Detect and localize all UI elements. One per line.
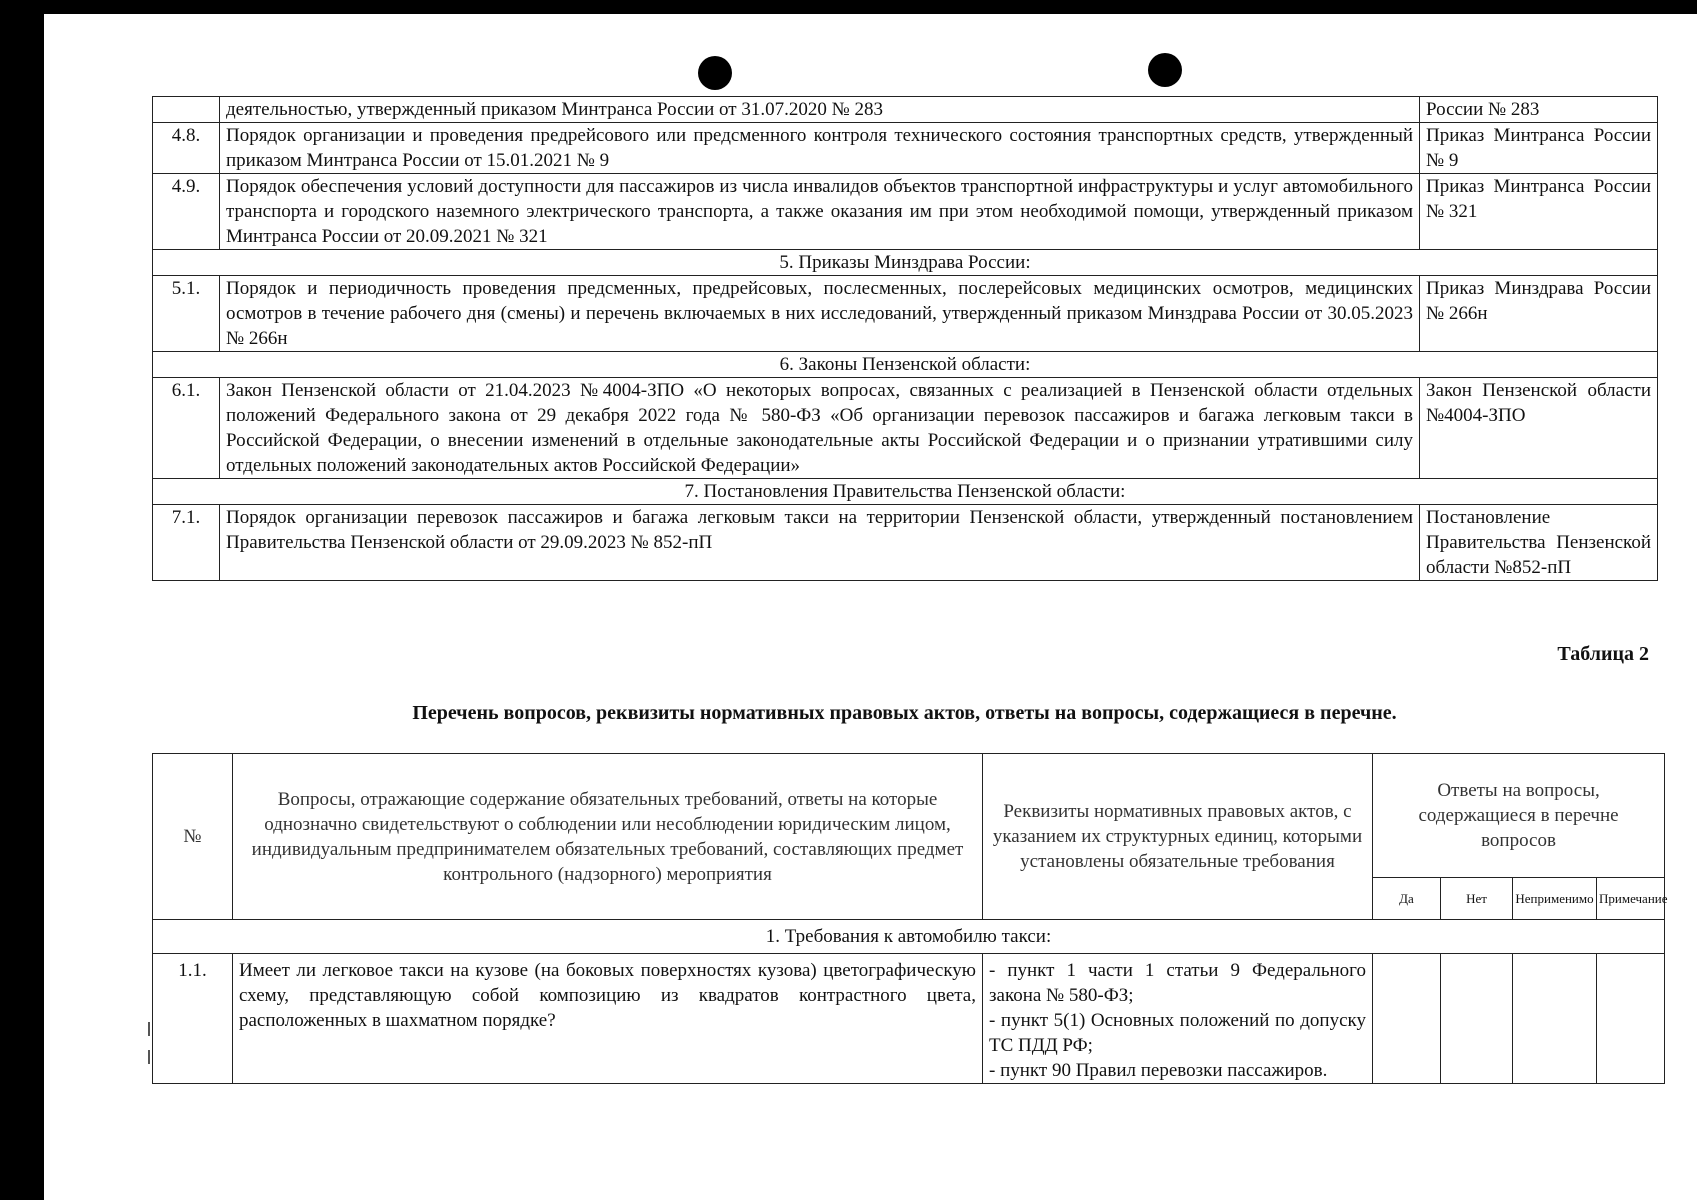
row-number bbox=[153, 97, 220, 123]
section-row bbox=[153, 250, 1658, 276]
section-heading: 7. Постановления Правительства Пензенской области: bbox=[153, 479, 1658, 505]
header-no: Нет bbox=[1441, 878, 1513, 920]
row-requisites: Приказ Минтранса России № 321 bbox=[1420, 174, 1658, 250]
table-row bbox=[153, 378, 1658, 479]
table-title: Перечень вопросов, реквизиты нормативных правовых актов, ответы на вопросы, содержащиеся в перечне. bbox=[412, 702, 1397, 724]
requisite-line: - пункт 90 Правил перевозки пассажиров. bbox=[989, 1060, 1328, 1081]
section-row bbox=[153, 352, 1658, 378]
regulations-table bbox=[152, 96, 1658, 581]
row-requisites: России № 283 bbox=[1420, 97, 1658, 123]
table-row bbox=[153, 123, 1658, 174]
requisite-line: - пункт 1 части 1 статьи 9 Федерального закона № 580-ФЗ; bbox=[989, 960, 1366, 1006]
table-row bbox=[153, 276, 1658, 352]
scan-edge-left bbox=[0, 0, 44, 1200]
answer-na-cell[interactable] bbox=[1513, 954, 1597, 1084]
header-note: Примечание bbox=[1597, 878, 1665, 920]
header-questions: Вопросы, отражающие содержание обязательных требований, ответы на которые однозначно свидетельствуют о соблюдении или несоблюдении юридическим лицом, индивидуальным предпринимателем обязательных требований, составляющих предмет контрольного (надзорного) мероприятия bbox=[233, 754, 983, 920]
row-document: Закон Пензенской области от 21.04.2023 №4004-ЗПО «О некоторых вопросах, связанных с реализацией в Пензенской области отдельных положений Федерального закона от 29 декабря 2022 года № 580-ФЗ «Об организации перевозок пассажиров и багажа легковым такси в Российской Федерации, о внесении изменений в отдельные законодательные акты Российской Федерации и о признании утратившими силу отдельных положений законодательных актов Российской Федерации» bbox=[220, 378, 1420, 479]
table-row bbox=[153, 505, 1658, 581]
row-number: 4.8. bbox=[153, 123, 220, 174]
row-number: 5.1. bbox=[153, 276, 220, 352]
row-requisites bbox=[983, 954, 1373, 1084]
row-requisites: Приказ Минтранса России № 9 bbox=[1420, 123, 1658, 174]
row-document: Порядок организации и проведения предрейсового или предсменного контроля технического состояния транспортных средств, утвержденный приказом Минтранса России от 15.01.2021 № 9 bbox=[220, 123, 1420, 174]
row-number: 1.1. bbox=[153, 954, 233, 1084]
row-number: 7.1. bbox=[153, 505, 220, 581]
punch-hole-right bbox=[1148, 53, 1182, 87]
answer-no-cell[interactable] bbox=[1441, 954, 1513, 1084]
requisite-line: - пункт 5(1) Основных положений по допуску ТС ПДД РФ; bbox=[989, 1010, 1366, 1056]
row-requisites: Закон Пензенской области №4004-ЗПО bbox=[1420, 378, 1658, 479]
margin-mark bbox=[148, 1022, 150, 1036]
row-number: 4.9. bbox=[153, 174, 220, 250]
row-document: Порядок организации перевозок пассажиров и багажа легковым такси на территории Пензенской области, утвержденный постановлением Правительства Пензенской области от 29.09.2023 № 852-пП bbox=[220, 505, 1420, 581]
section-heading: 5. Приказы Минздрава России: bbox=[153, 250, 1658, 276]
header-yes: Да bbox=[1373, 878, 1441, 920]
row-requisites: Постановление Правительства Пензенской области №852-пП bbox=[1420, 505, 1658, 581]
punch-hole-left bbox=[698, 56, 732, 90]
table-row bbox=[153, 97, 1658, 123]
table-number-label: Таблица 2 bbox=[1557, 643, 1649, 665]
answer-note-cell[interactable] bbox=[1597, 954, 1665, 1084]
section-heading: 6. Законы Пензенской области: bbox=[153, 352, 1658, 378]
header-requisites: Реквизиты нормативных правовых актов, с указанием их структурных единиц, которыми установлены обязательные требования bbox=[983, 754, 1373, 920]
section-heading: 1. Требования к автомобилю такси: bbox=[153, 920, 1665, 954]
table-row bbox=[153, 174, 1658, 250]
row-document: Порядок и периодичность проведения предсменных, предрейсовых, послесменных, послерейсовых медицинских осмотров, медицинских осмотров в течение рабочего дня (смены) и перечень включаемых в них исследований, утвержденный приказом Минздрава России от 30.05.2023 № 266н bbox=[220, 276, 1420, 352]
margin-mark bbox=[148, 1050, 150, 1064]
header-answers: Ответы на вопросы, содержащиеся в перечне вопросов bbox=[1373, 754, 1665, 878]
table-row bbox=[153, 954, 1665, 1084]
row-requisites: Приказ Минздрава России № 266н bbox=[1420, 276, 1658, 352]
row-document: Порядок обеспечения условий доступности для пассажиров из числа инвалидов объектов транспортной инфраструктуры и услуг автомобильного транспорта и городского наземного электрического транспорта, а также оказания им при этом необходимой помощи, утвержденный приказом Минтранса России от 20.09.2021 № 321 bbox=[220, 174, 1420, 250]
row-question: Имеет ли легковое такси на кузове (на боковых поверхностях кузова) цветографическую схему, представляющую собой композицию из квадратов контрастного цвета, расположенных в шахматном порядке? bbox=[233, 954, 983, 1084]
answer-yes-cell[interactable] bbox=[1373, 954, 1441, 1084]
regulations-table-body bbox=[153, 97, 1658, 581]
checklist-table bbox=[152, 753, 1668, 1084]
section-row bbox=[153, 479, 1658, 505]
header-number: № bbox=[153, 754, 233, 920]
row-number: 6.1. bbox=[153, 378, 220, 479]
scan-edge-top bbox=[0, 0, 1697, 14]
row-document: деятельностью, утвержденный приказом Минтранса России от 31.07.2020 № 283 bbox=[220, 97, 1420, 123]
header-not-applicable: Неприменимо bbox=[1513, 878, 1597, 920]
